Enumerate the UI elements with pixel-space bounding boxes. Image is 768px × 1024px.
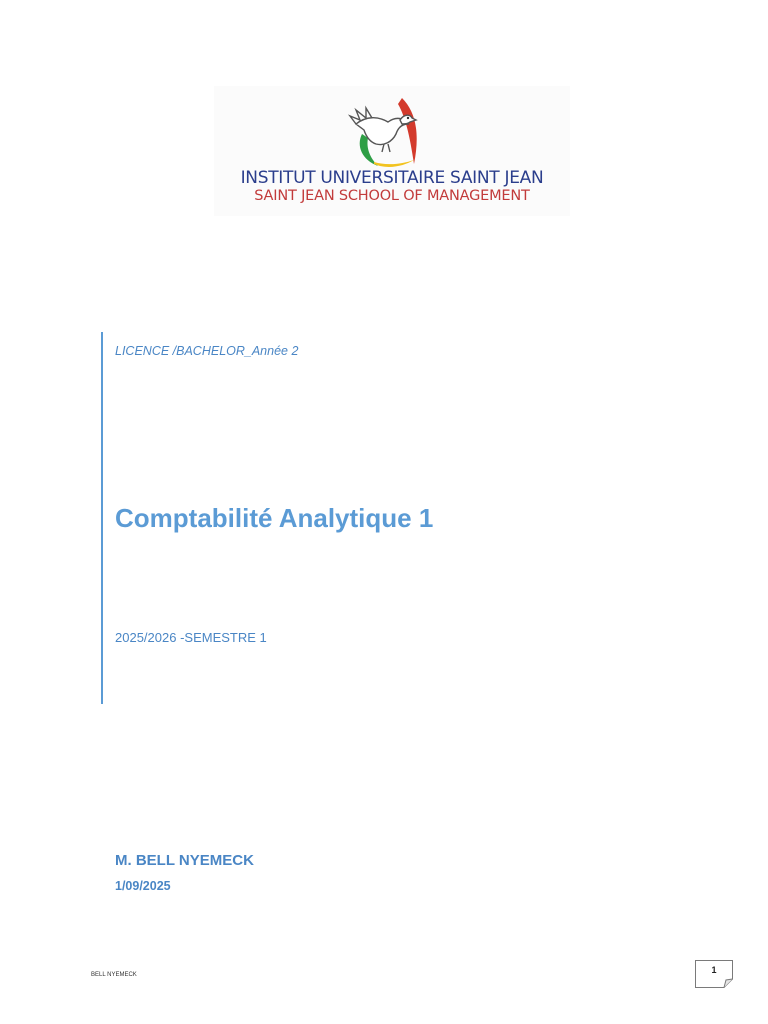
- institution-logo: [214, 86, 570, 216]
- school-name: SAINT JEAN SCHOOL OF MANAGEMENT: [254, 188, 530, 204]
- page-number: 1: [711, 965, 717, 975]
- eagle-emblem-icon: [344, 94, 434, 168]
- author-name: M. BELL NYEMECK: [115, 852, 254, 869]
- program-subtitle: LICENCE /BACHELOR_Année 2: [115, 344, 299, 358]
- document-title: Comptabilité Analytique 1: [115, 503, 434, 533]
- academic-year: 2025/2026 -SEMESTRE 1: [115, 630, 267, 645]
- page-number-box: [695, 960, 733, 988]
- document-date: 1/09/2025: [115, 879, 171, 893]
- footer-author: BELL NYEMECK: [91, 972, 137, 978]
- accent-bar: [101, 332, 103, 704]
- institution-name: INSTITUT UNIVERSITAIRE SAINT JEAN: [240, 168, 544, 188]
